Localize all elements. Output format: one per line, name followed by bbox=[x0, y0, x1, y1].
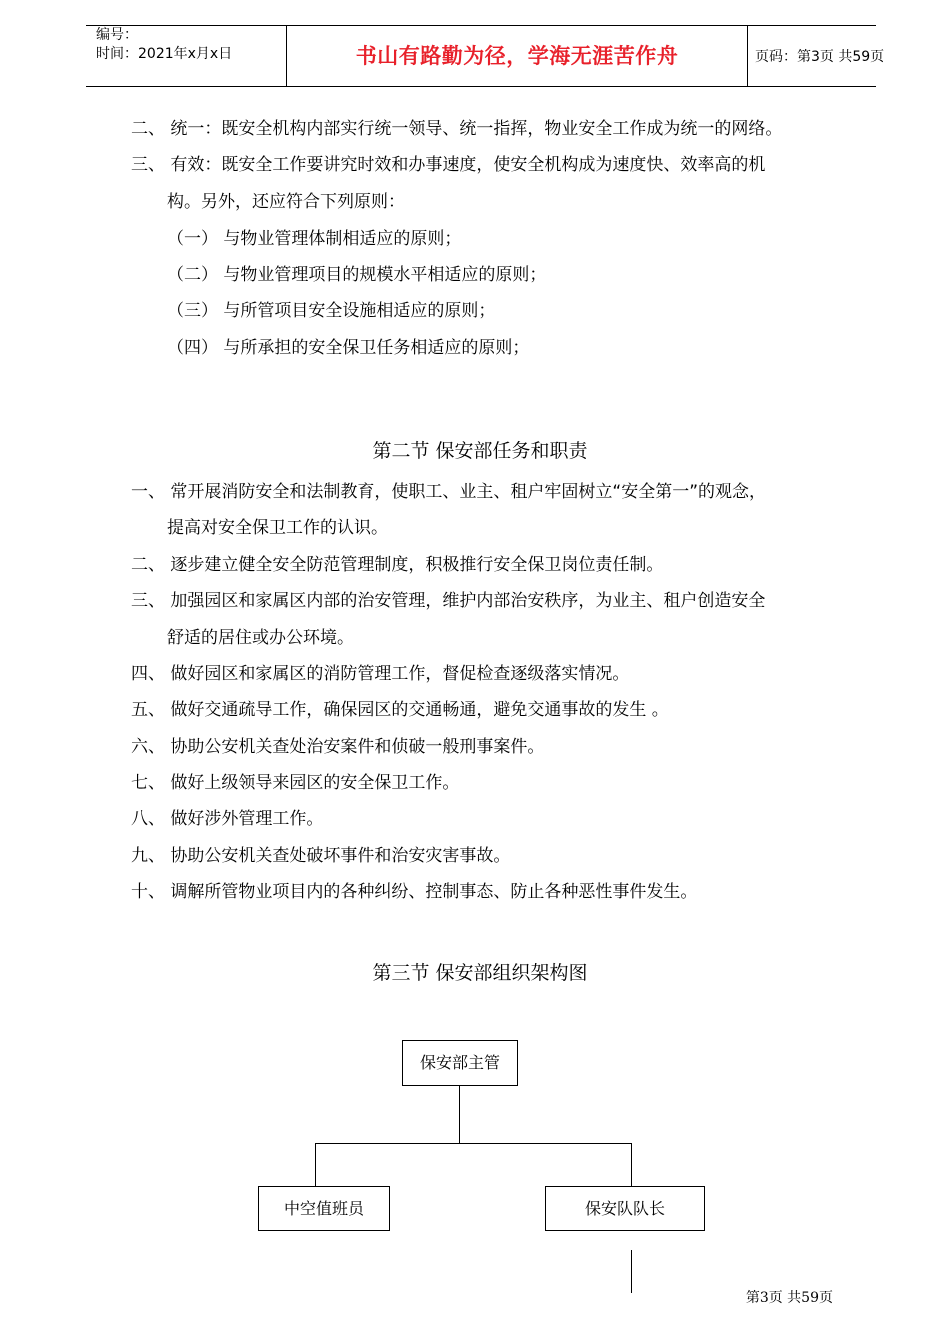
header-page-number: 页码：第3页 共59页 bbox=[755, 49, 885, 65]
duty-item: 七、 做好上级领导来园区的安全保卫工作。 bbox=[131, 773, 460, 793]
section-title: 第二节 保安部任务和职责 bbox=[372, 440, 588, 462]
duty-item: 三、 加强园区和家属区内部的治安管理，维护内部治安秩序，为业主、租户创造安全 bbox=[131, 591, 766, 611]
duty-item: 八、 做好涉外管理工作。 bbox=[131, 809, 324, 829]
document-number-label: 编号： bbox=[96, 27, 138, 43]
section-title: 第三节 保安部组织架构图 bbox=[372, 962, 588, 984]
org-connector bbox=[631, 1250, 632, 1293]
document-time-label: 时间：2021年x月x日 bbox=[96, 46, 233, 62]
duty-item: 十、 调解所管物业项目内的各种纠纷、控制事态、防止各种恶性事件发生。 bbox=[131, 882, 698, 902]
org-connector bbox=[459, 1086, 460, 1143]
org-connector bbox=[315, 1143, 316, 1186]
principle-subitem: （二） 与物业管理项目的规模水平相适应的原则； bbox=[167, 265, 547, 285]
principle-line: 三、 有效：既安全工作要讲究时效和办事速度，使安全机构成为速度快、效率高的机 bbox=[131, 155, 766, 175]
org-connector bbox=[315, 1143, 632, 1144]
org-node-supervisor: 保安部主管 bbox=[402, 1040, 518, 1086]
header-motto: 书山有路勤为径，学海无涯苦作舟 bbox=[355, 43, 679, 68]
page-header bbox=[86, 25, 885, 87]
duty-item: 六、 协助公安机关查处治安案件和侦破一般刑事案件。 bbox=[131, 737, 545, 757]
duty-item-continuation: 舒适的居住或办公环境。 bbox=[167, 628, 354, 648]
duty-item: 四、 做好园区和家属区的消防管理工作，督促检查逐级落实情况。 bbox=[131, 664, 630, 684]
header-motto-cell bbox=[286, 26, 748, 86]
duty-item: 九、 协助公安机关查处破坏事件和治安灾害事故。 bbox=[131, 846, 511, 866]
duty-item: 一、 常开展消防安全和法制教育，使职工、业主、租户牢固树立“安全第一”的观念， bbox=[131, 482, 767, 502]
principle-subitem: （三） 与所管项目安全设施相适应的原则； bbox=[167, 301, 496, 321]
footer-page-number: 第3页 共59页 bbox=[745, 1290, 833, 1306]
org-node-duty-officer: 中空值班员 bbox=[258, 1186, 390, 1231]
org-node-team-leader: 保安队队长 bbox=[545, 1186, 705, 1231]
header-info-cell bbox=[86, 26, 286, 86]
principle-line: 构。另外，还应符合下列原则： bbox=[167, 192, 405, 212]
org-connector bbox=[631, 1143, 632, 1186]
duty-item: 二、 逐步建立健全安全防范管理制度，积极推行安全保卫岗位责任制。 bbox=[131, 555, 664, 575]
principle-line: 二、 统一：既安全机构内部实行统一领导、统一指挥，物业安全工作成为统一的网络。 bbox=[131, 119, 783, 139]
principle-subitem: （四） 与所承担的安全保卫任务相适应的原则； bbox=[167, 338, 530, 358]
principle-subitem: （一） 与物业管理体制相适应的原则； bbox=[167, 229, 462, 249]
duty-item: 五、 做好交通疏导工作，确保园区的交通畅通，避免交通事故的发生 。 bbox=[131, 700, 669, 720]
duty-item-continuation: 提高对安全保卫工作的认识。 bbox=[167, 518, 388, 538]
header-page-cell bbox=[747, 26, 885, 86]
